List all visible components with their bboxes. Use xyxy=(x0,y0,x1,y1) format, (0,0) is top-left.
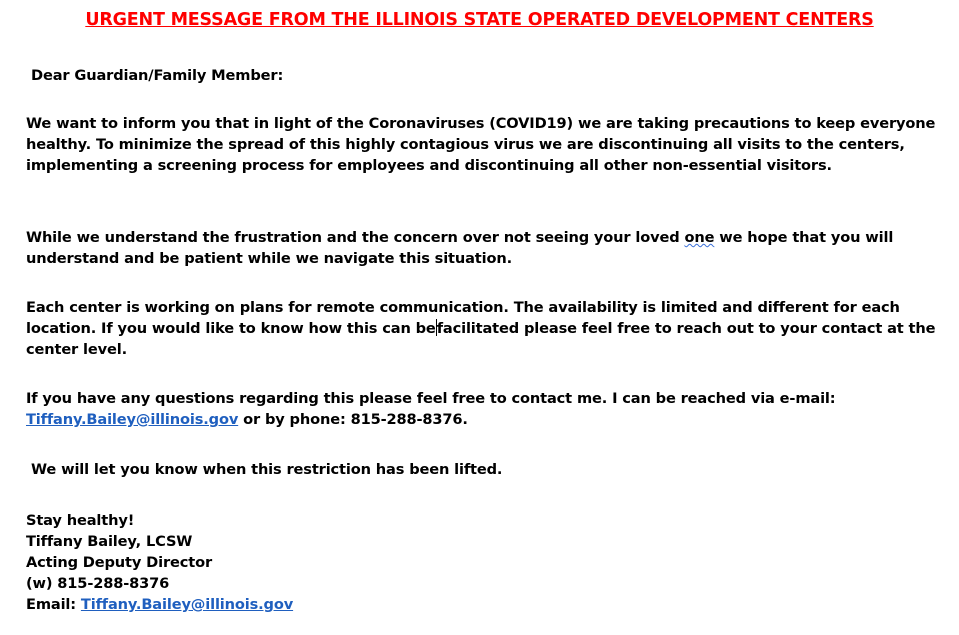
signature-email-line xyxy=(26,594,941,615)
paragraph-understanding-text-after: we hope that you will understand and be patient while we navigate this situation. xyxy=(26,229,894,267)
paragraph-remote-text-after: facilitated please feel free to reach out to your contact at the center level. xyxy=(26,320,936,358)
greeting: Dear Guardian/Family Member: xyxy=(31,67,284,84)
signature-block xyxy=(26,510,941,615)
signature-role: Acting Deputy Director xyxy=(26,554,213,571)
email-link[interactable]: Tiffany.Bailey@illinois.gov xyxy=(26,411,239,428)
paragraph-remote-text-before: Each center is working on plans for remote communication. The availability is limited and different for each location. If you would like to know how this can be xyxy=(26,299,900,337)
document-title: URGENT MESSAGE FROM THE ILLINOIS STATE OPERATED DEVELOPMENT CENTERS xyxy=(85,10,874,30)
signature-closing: Stay healthy! xyxy=(26,512,135,529)
signature-phone: (w) 815-288-8376 xyxy=(26,575,170,592)
paragraph-contact[interactable] xyxy=(26,388,941,430)
paragraph-remote-communication[interactable] xyxy=(26,297,941,360)
paragraph-precautions[interactable]: We want to inform you that in light of the Coronaviruses (COVID19) we are taking precautions to keep everyone healthy. To minimize the spread of this highly contagious virus we are discontinuing all visits to the centers, implementing a screening process for employees and discontinuing all other non-essential visitors. xyxy=(26,115,936,174)
signature-email-label: Email: xyxy=(26,596,81,613)
paragraph-contact-text: If you have any questions regarding this please feel free to contact me. I can be reached via e-mail: xyxy=(26,390,836,407)
signature-email-link[interactable]: Tiffany.Bailey@illinois.gov xyxy=(80,596,294,613)
paragraph-contact-phone: or by phone: 815-288-8376. xyxy=(238,411,468,428)
paragraph-understanding[interactable] xyxy=(26,227,941,269)
signature-name: Tiffany Bailey, LCSW xyxy=(26,533,193,550)
paragraph-understanding-text-before: While we understand the frustration and the concern over not seeing your loved xyxy=(26,229,685,246)
spellcheck-flagged-word[interactable]: one xyxy=(684,229,715,246)
paragraph-restriction[interactable]: We will let you know when this restriction has been lifted. xyxy=(31,461,503,478)
